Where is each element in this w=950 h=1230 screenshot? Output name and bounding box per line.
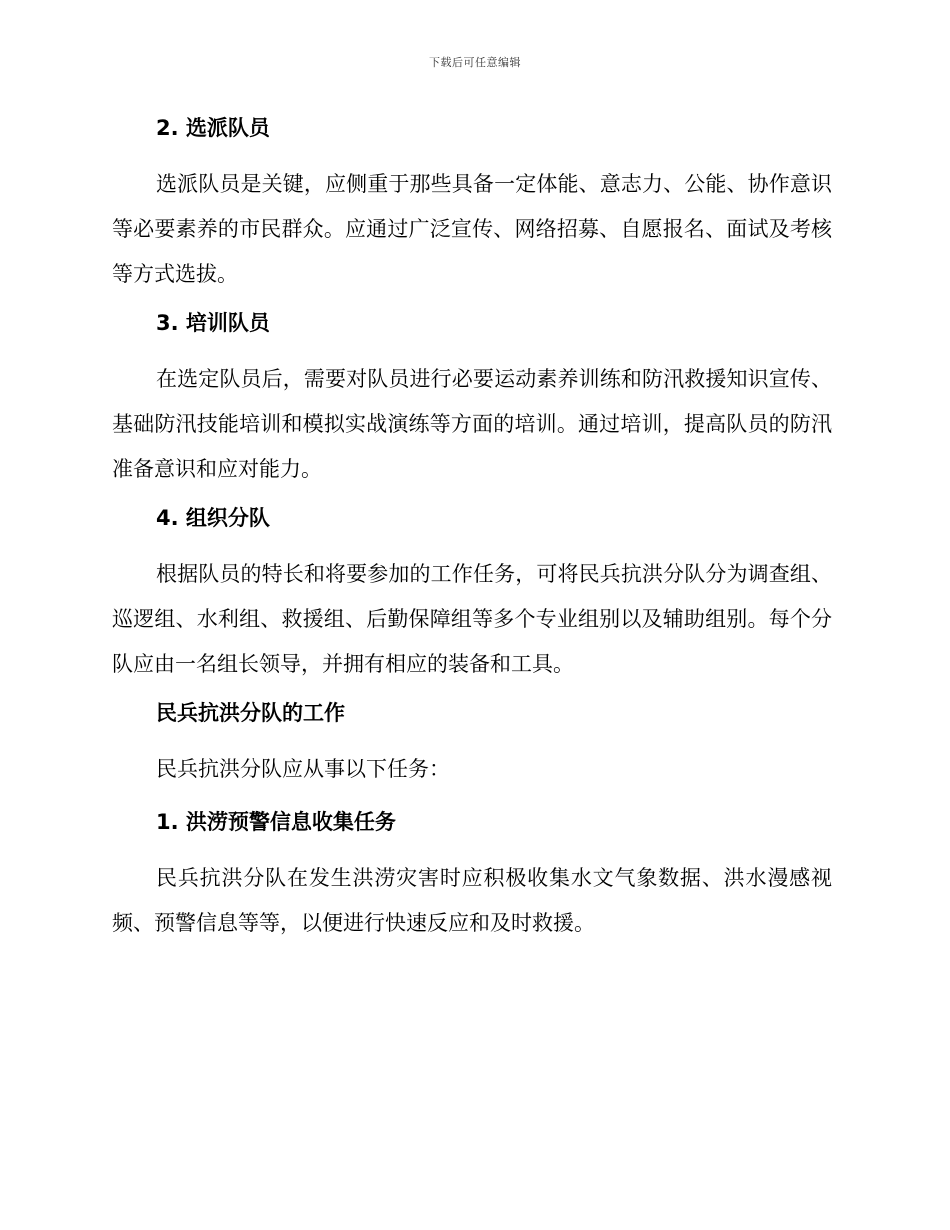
section-heading-flood-warning: 1. 洪涝预警信息收集任务 [156, 810, 396, 834]
section-paragraph-flood-warning: 民兵抗洪分队在发生洪涝灾害时应积极收集水文气象数据、洪水漫感视频、预警信息等等，以便进行快速反应和及时救援。 [112, 866, 832, 935]
page-header-note: 下载后可任意编辑 [429, 56, 521, 69]
section-paragraph-train-members: 在选定队员后，需要对队员进行必要运动素养训练和防汛救援知识宣传、基础防汛技能培训和模拟实战演练等方面的培训。通过培训，提高队员的防汛准备意识和应对能力。 [112, 367, 832, 481]
section-heading-team-work: 民兵抗洪分队的工作 [156, 701, 345, 725]
section-heading-train-members: 3. 培训队员 [156, 311, 270, 335]
section-heading-organize-teams: 4. 组织分队 [156, 506, 270, 530]
section-paragraph-select-members: 选派队员是关键，应侧重于那些具备一定体能、意志力、公能、协作意识等必要素养的市民群众。应通过广泛宣传、网络招募、自愿报名、面试及考核等方式选拔。 [112, 172, 832, 286]
section-paragraph-team-work: 民兵抗洪分队应从事以下任务： [156, 757, 450, 781]
section-paragraph-organize-teams: 根据队员的特长和将要参加的工作任务，可将民兵抗洪分队分为调查组、巡逻组、水利组、救援组、后勤保障组等多个专业组别以及辅助组别。每个分队应由一名组长领导，并拥有相应的装备和工具。 [112, 562, 832, 676]
document-body [112, 112, 832, 956]
section-heading-select-members: 2. 选派队员 [156, 116, 270, 140]
